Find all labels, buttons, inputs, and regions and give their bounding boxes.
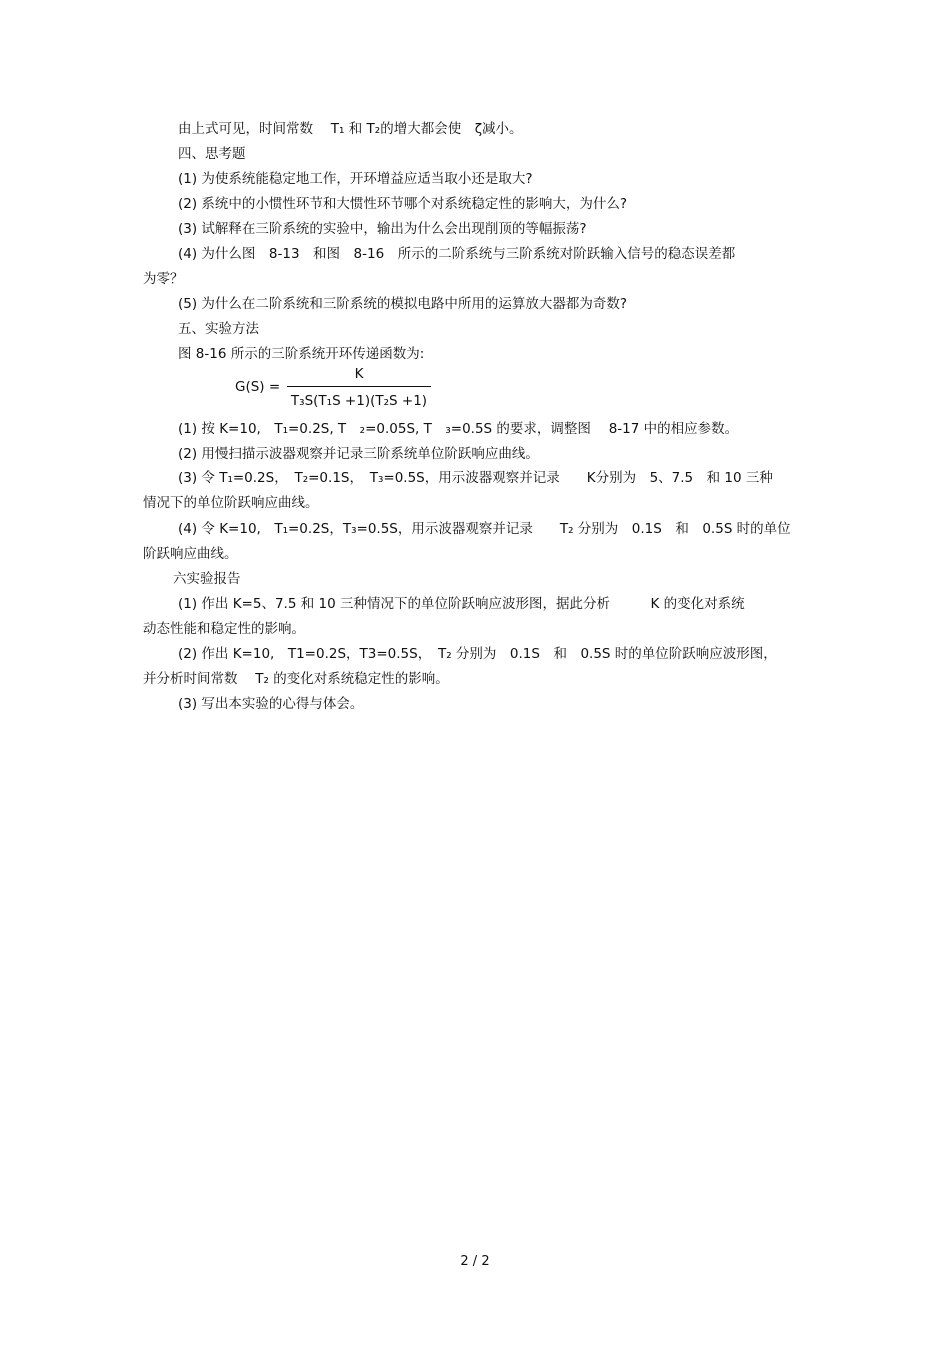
- method-3: (3) 令 T₁=0.2S， T₂=0.1S， T₃=0.5S，用示波器观察并记录 K分别为 5、7.5 和 10 三种: [178, 470, 773, 486]
- page-number: 2 / 2: [460, 1254, 490, 1269]
- section-heading: 六实验报告: [173, 571, 241, 587]
- method-4-cont: 阶跃响应曲线。: [143, 546, 238, 562]
- method-2: (2) 用慢扫描示波器观察并记录三阶系统单位阶跃响应曲线。: [178, 446, 539, 462]
- formula-denominator: T₃S(T₁S +1)(T₂S +1): [290, 393, 428, 409]
- report-2-cont: 并分析时间常数 T₂ 的变化对系统稳定性的影响。: [143, 671, 449, 687]
- formula-lhs: G(S) =: [235, 379, 281, 395]
- section-heading: 四、思考题: [178, 146, 246, 162]
- question-4-cont: 为零？: [143, 271, 184, 287]
- method-3-cont: 情况下的单位阶跃响应曲线。: [143, 495, 319, 511]
- report-1: (1) 作出 K=5、7.5 和 10 三种情况下的单位阶跃响应波形图，据此分析 K 的变化对系统: [178, 596, 745, 612]
- question-1: (1) 为使系统能稳定地工作，开环增益应适当取小还是取大?: [178, 171, 533, 187]
- question-3: (3) 试解释在三阶系统的实验中，输出为什么会出现削顶的等幅振荡?: [178, 221, 587, 237]
- formula-numerator: K: [354, 366, 364, 382]
- text-line: 图 8-16 所示的三阶系统开环传递函数为:: [178, 346, 425, 362]
- text-line: 由上式可见，时间常数 T₁ 和 T₂的增大都会使 ζ减小。: [178, 121, 523, 137]
- report-1-cont: 动态性能和稳定性的影响。: [143, 621, 305, 637]
- report-2: (2) 作出 K=10, T1=0.2S，T3=0.5S， T₂ 分别为 0.1S 和 0.5S 时的单位阶跃响应波形图，: [178, 646, 777, 662]
- section-heading: 五、实验方法: [178, 321, 259, 337]
- method-1: (1) 按 K=10, T₁=0.2S, T ₂=0.05S, T ₃=0.5S 的要求，调整图 8-17 中的相应参数。: [178, 421, 739, 437]
- question-5: (5) 为什么在二阶系统和三阶系统的模拟电路中所用的运算放大器都为奇数?: [178, 296, 628, 312]
- question-2: (2) 系统中的小惯性环节和大惯性环节哪个对系统稳定性的影响大，为什么?: [178, 196, 628, 212]
- question-4: (4) 为什么图 8-13 和图 8-16 所示的二阶系统与三阶系统对阶跃输入信号的稳态误差都: [178, 246, 736, 262]
- fraction-bar: [287, 386, 431, 387]
- report-3: (3) 写出本实验的心得与体会。: [178, 696, 364, 712]
- transfer-function-formula: [235, 366, 435, 416]
- method-4: (4) 令 K=10, T₁=0.2S，T₃=0.5S，用示波器观察并记录 T₂ 分别为 0.1S 和 0.5S 时的单位: [178, 521, 791, 537]
